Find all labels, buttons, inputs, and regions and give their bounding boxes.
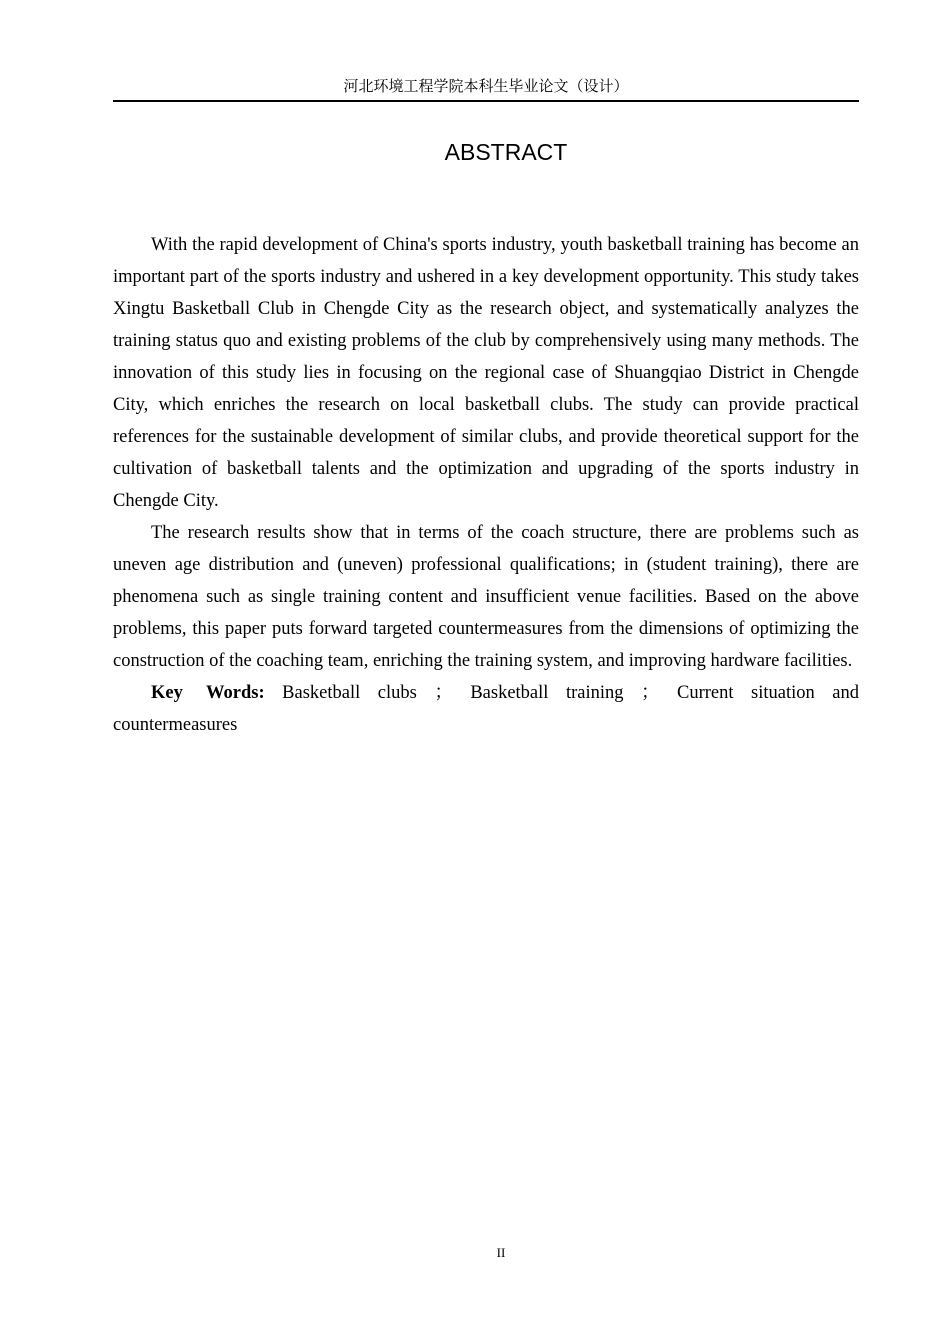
abstract-heading: ABSTRACT — [444, 139, 568, 165]
keywords-text: Basketball clubs ； Basketball training ； Current situation and countermeasures — [113, 683, 859, 735]
keywords-line — [113, 677, 859, 741]
abstract-body — [113, 229, 859, 741]
abstract-paragraph-1: With the rapid development of China's sports industry, youth basketball training has become an important part of the sports industry and ushered in a key development opportunity. This study takes Xingtu Basketball Club in Chengde City as the research object, and systematically analyzes the training status quo and existing problems of the club by comprehensively using many methods. The innovation of this study lies in focusing on the regional case of Shuangqiao District in Chengde City, which enriches the research on local basketball clubs. The study can provide practical references for the sustainable development of similar clubs, and provide theoretical support for the cultivation of basketball talents and the optimization and upgrading of the sports industry in Chengde City. — [113, 235, 859, 511]
keywords-label: Key Words: — [151, 683, 265, 703]
running-header: 河北环境工程学院本科生毕业论文（设计） — [343, 77, 629, 95]
abstract-paragraph-2: The research results show that in terms of the coach structure, there are problems such as uneven age distribution and (uneven) professional qualifications; in (student training), there are phenomena such as single training content and insufficient venue facilities. Based on the above problems, this paper puts forward targeted countermeasures from the dimensions of optimizing the construction of the coaching team, enriching the training system, and improving hardware facilities. — [113, 523, 859, 671]
header-rule — [113, 100, 859, 102]
page-number: II — [496, 1245, 506, 1260]
